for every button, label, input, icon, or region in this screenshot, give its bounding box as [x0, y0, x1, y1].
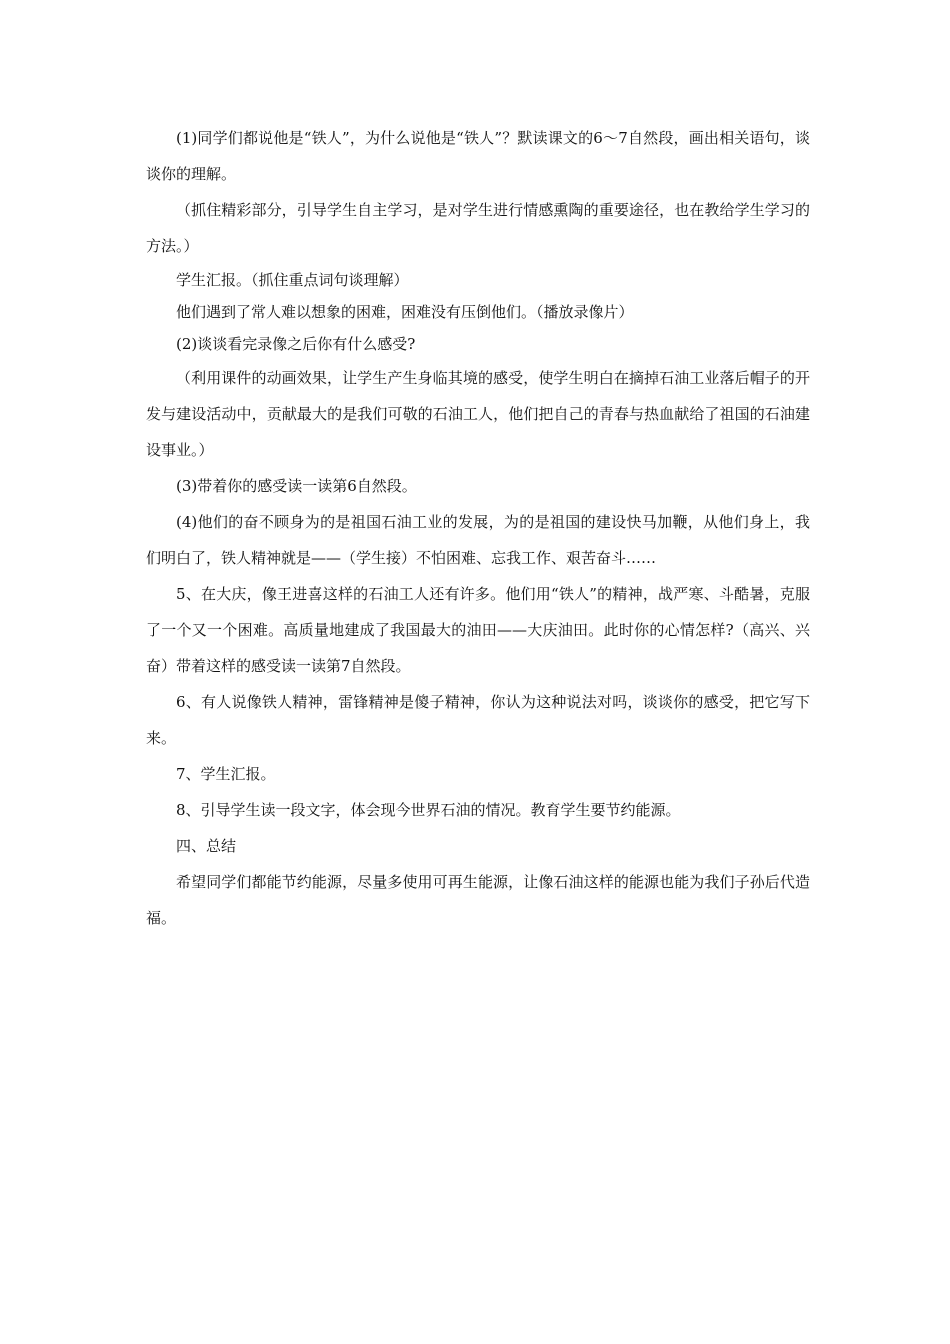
paragraph-note-2: （利用课件的动画效果，让学生产生身临其境的感受，使学生明白在摘掉石油工业落后帽子的开发与建设活动中，贡献最大的是我们可敬的石油工人，他们把自己的青春与热血献给了祖国的石油建设事业。） — [146, 369, 810, 459]
paragraph-question-1: (1)同学们都说他是“铁人”，为什么说他是“铁人”？默读课文的6～7自然段，画出相关语句，谈谈你的理解。 — [146, 129, 810, 183]
paragraph-conclusion: 希望同学们都能节约能源，尽量多使用可再生能源，让像石油这样的能源也能为我们子孙后代造福。 — [146, 873, 810, 927]
paragraph-note-1: （抓住精彩部分，引导学生自主学习，是对学生进行情感熏陶的重要途径，也在教给学生学习的方法。） — [146, 201, 810, 255]
paragraph-question-3: (3)带着你的感受读一读第6自然段。 — [176, 477, 417, 495]
paragraph-step-7: 7、学生汇报。 — [176, 765, 276, 783]
paragraph-question-2: (2)谈谈看完录像之后你有什么感受? — [176, 335, 416, 353]
paragraph-step-6: 6、有人说像铁人精神，雷锋精神是傻子精神，你认为这种说法对吗，谈谈你的感受，把它写下来。 — [146, 693, 810, 747]
section-heading-summary: 四、总结 — [176, 837, 237, 855]
paragraph-difficulty: 他们遇到了常人难以想象的困难，困难没有压倒他们。（播放录像片） — [176, 303, 634, 321]
paragraph-student-report: 学生汇报。（抓住重点词句谈理解） — [176, 271, 409, 289]
paragraph-step-5: 5、在大庆，像王进喜这样的石油工人还有许多。他们用“铁人”的精神，战严寒、斗酷暑，克服了一个又一个困难。高质量地建成了我国最大的油田——大庆油田。此时你的心情怎样?（高兴、兴奋）带着这样的感受读一读第7自然段。 — [146, 585, 810, 675]
paragraph-question-4: (4)他们的奋不顾身为的是祖国石油工业的发展，为的是祖国的建设快马加鞭，从他们身上，我们明白了，铁人精神就是——（学生接）不怕困难、忘我工作、艰苦奋斗…… — [146, 513, 810, 567]
paragraph-step-8: 8、引导学生读一段文字，体会现今世界石油的情况。教育学生要节约能源。 — [176, 801, 681, 819]
document-body — [146, 120, 810, 936]
